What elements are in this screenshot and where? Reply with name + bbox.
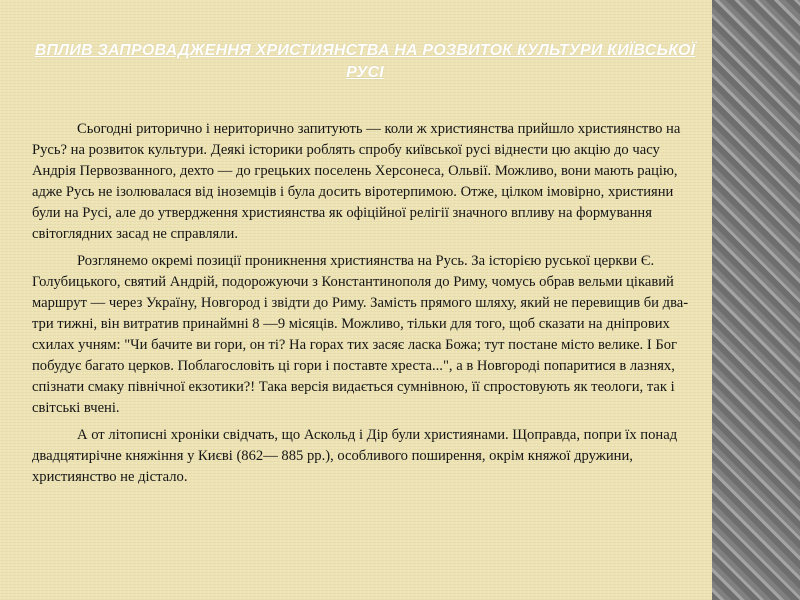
paragraph-2: Розглянемо окремі позиції проникнення християнства на Русь. За історією руської церкви Є. Голубицького, святий Андрій, подорожуючи з Константинополя до Риму, чомусь обрав вельми цікавий маршрут — через Україну, Новгород і звідти до Риму. Замість прямого шляху, який не перевищив би два-три тижні, він витратив принаймні 8 —9 місяців. Можливо, тільки для того, щоб сказати на дніпрових схилах учням: "Чи бачите ви гори, он ті? На горах тих засяє ласка Божа; тут постане місто велике. І Бог побудує багато церков. Поблагословіть ці гори і поставте хреста...", а в Новгороді попаритися в лазнях, спізнати смаку північної екзотики?! Така версія видається сумнівною, її спростовують як теологи, так і світські вчені.: [32, 253, 689, 416]
paragraph-3: А от літописні хроніки свідчать, що Аскольд і Дір були християнами. Щоправда, попри їх понад двадцятирічне княжіння у Києві (862— 885 рр.), особливого поширення, окрім княжої дружини, християнство не дістало.: [32, 427, 678, 485]
slide-body: [32, 119, 704, 494]
paragraph-1: Сьогодні риторично і нериторично запитують — коли ж християнства прийшло християнство на Русь? на розвиток культури. Деякі історики роблять спробу київської русі віднести цю акцію до часу Андрія Первозванного, дехто — до грецьких поселень Херсонеса, Ольвії. Можливо, вони мають рацію, адже Русь не ізолювалася від іноземців і була досить віротерпимою. Отже, цілком імовірно, християни були на Русі, але до утвердження християнства як офіційної релігії значного впливу на формування світоглядних засад не справляли.: [32, 121, 681, 242]
decorative-side-pattern: [712, 0, 800, 600]
slide-title: ВПЛИВ ЗАПРОВАДЖЕННЯ ХРИСТИЯНСТВА НА РОЗВИТОК КУЛЬТУРИ КИЇВСЬКОЇ РУСІ: [34, 42, 696, 81]
